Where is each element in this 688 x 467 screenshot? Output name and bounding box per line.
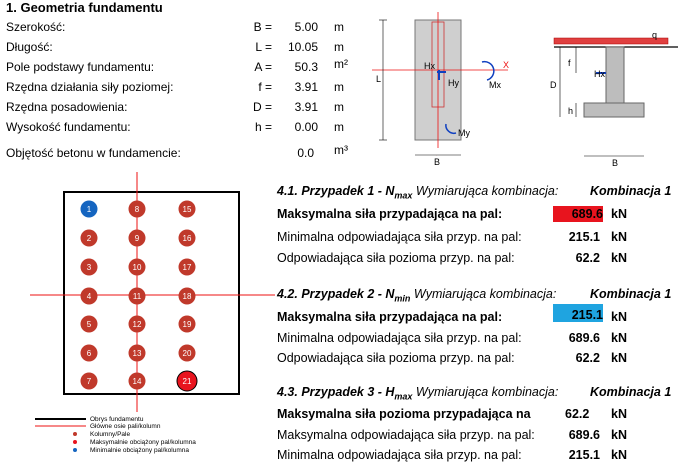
pile-label-16: 16 [182, 234, 192, 243]
pile-label-6: 6 [86, 349, 92, 358]
volume-unit: m³ [334, 143, 348, 157]
case2-row3-value: 62.2 [575, 351, 600, 365]
column-section [606, 47, 624, 103]
param-value: 10.05 [287, 40, 318, 54]
case3-row3-unit: kN [611, 448, 627, 462]
my-label: My [458, 128, 470, 138]
pile-label-15: 15 [182, 205, 192, 214]
case3-row1-label: Maksymalna siła pozioma przypadająca na [277, 407, 531, 421]
case1-row1-unit: kN [611, 207, 627, 221]
pile-label-10: 10 [132, 263, 142, 272]
case1-row1-label: Maksymalna siła przypadająca na pal: [277, 207, 503, 221]
param-symbol: f = [258, 80, 272, 94]
case1-row2-label: Minimalna odpowiadająca siła przyp. na pal: [277, 230, 522, 244]
case2-row3-unit: kN [611, 351, 627, 365]
case1-row2-value: 215.1 [568, 230, 600, 244]
case3-row2-label: Maksymalna odpowiadająca siła przyp. na pal: [277, 428, 535, 442]
foundation-section-diagram [540, 28, 685, 168]
pile-label-19: 19 [182, 320, 192, 329]
pile-label-8: 8 [134, 205, 140, 214]
case3-row3-value: 215.1 [568, 448, 600, 462]
y-axis-label: Y [436, 156, 437, 157]
pile-label-3: 3 [86, 263, 92, 272]
param-unit: m [334, 40, 344, 54]
legend-pile: Kolumny/Pale [90, 431, 131, 438]
h-label: h [568, 106, 574, 116]
param-symbol: A = [254, 60, 272, 74]
param-label: Rzędna działania siły poziomej: [6, 80, 174, 94]
case3-row1-unit: kN [611, 407, 627, 421]
legend-min: Minimalnie obciążony pal/kolumna [90, 447, 189, 454]
foundation-plan-diagram [370, 12, 530, 172]
param-symbol: B = [253, 20, 272, 34]
pile-label-9: 9 [134, 234, 140, 243]
param-unit: m [334, 20, 344, 34]
case2-row3-label: Odpowiadająca siła pozioma przyp. na pal: [277, 351, 515, 365]
param-value: 50.3 [294, 60, 318, 74]
dim-b-label: B [434, 157, 441, 167]
param-symbol: L = [255, 40, 272, 54]
param-label: Szerokość: [6, 20, 66, 34]
case3-combination: Kombinacja 1 [590, 385, 672, 399]
pile-label-12: 12 [132, 320, 142, 329]
pile-label-13: 13 [132, 349, 142, 358]
case2-row1-label: Maksymalna siła przypadająca na pal: [277, 310, 503, 324]
case2-row1-unit: kN [611, 310, 627, 324]
d-label: D [550, 80, 557, 90]
case3-row2-value: 689.6 [568, 428, 600, 442]
case1-heading: 4.1. Przypadek $1 - N_{max}$ Wymiarująca kombinacja: [277, 184, 559, 201]
hx-section-label: Hx [594, 69, 605, 79]
param-label: Długość: [6, 40, 53, 54]
pile-label-17: 17 [182, 263, 192, 272]
mx-label: Mx [489, 80, 501, 90]
pile-label-11: 11 [132, 292, 142, 301]
legend-contour: Obrys fundamentu [90, 416, 144, 423]
hy-label: Hy [448, 78, 459, 88]
param-label: Rzędna posadowienia: [6, 100, 128, 114]
pile-label-7: 7 [86, 377, 92, 386]
case2-row2-label: Minimalna odpowiadająca siła przyp. na pal: [277, 331, 522, 345]
legend-min-dot [73, 448, 77, 452]
f-label: f [568, 58, 571, 68]
pile-label-4: 4 [86, 292, 92, 301]
case3-row1-value: 62.2 [565, 407, 590, 421]
mx-arrow [482, 62, 494, 80]
pile-label-21: 21 [182, 377, 192, 386]
case3-row2-unit: kN [611, 428, 627, 442]
case2-row2-unit: kN [611, 331, 627, 345]
case1-row1-value: 689.6 [553, 206, 603, 222]
param-unit: m [334, 100, 344, 114]
case2-heading: 4.2. Przypadek $2 - N_{min}$ Wymiarująca kombinacja: [277, 287, 557, 304]
pile-label-18: 18 [182, 292, 192, 301]
case2-row1-value: 215.1 [553, 304, 603, 322]
param-value: 3.91 [294, 100, 318, 114]
b-section-label: B [612, 158, 619, 168]
case1-row3-unit: kN [611, 251, 627, 265]
pile-label-1: 1 [86, 205, 92, 214]
legend-max: Maksymalnie obciążony pal/kolumna [90, 439, 196, 446]
dim-l-label: L [376, 74, 382, 84]
case2-combination: Kombinacja 1 [590, 287, 672, 301]
case3-row3-label: Minimalna odpowiadająca siła przyp. na pal: [277, 448, 522, 462]
case2-row2-value: 689.6 [568, 331, 600, 345]
param-unit: m² [334, 57, 348, 71]
x-axis-label: X [503, 60, 510, 70]
param-label: Wysokość fundamentu: [6, 120, 131, 134]
param-symbol: D = [252, 100, 272, 114]
case1-row3-value: 62.2 [575, 251, 600, 265]
legend-axis: Główne osie pali/kolumn [90, 423, 161, 430]
surcharge-load [554, 38, 668, 44]
legend-pile-dot [73, 432, 77, 436]
q-label: q [652, 30, 658, 40]
pile-label-5: 5 [86, 320, 92, 329]
param-unit: m [334, 120, 344, 134]
param-symbol: h = [254, 120, 272, 134]
hx-label: Hx [424, 61, 435, 71]
case1-row3-label: Odpowiadająca siła pozioma przyp. na pal: [277, 251, 515, 265]
param-value: 0.00 [294, 120, 318, 134]
volume-value: 0.0 [297, 146, 314, 160]
param-unit: m [334, 80, 344, 94]
case1-combination: Kombinacja 1 [590, 184, 672, 198]
pile-label-14: 14 [132, 377, 142, 386]
param-value: 3.91 [294, 80, 318, 94]
case1-row2-unit: kN [611, 230, 627, 244]
pile-label-2: 2 [86, 234, 92, 243]
param-value: 5.00 [294, 20, 318, 34]
volume-label: Objętość betonu w fundamencie: [6, 146, 181, 160]
legend-max-dot [73, 440, 77, 444]
pile-layout [30, 172, 280, 462]
footing-section [584, 103, 644, 117]
param-label: Pole podstawy fundamentu: [6, 60, 155, 74]
case3-heading: 4.3. Przypadek $3 - H_{max}$ Wymiarująca kombinacja: [277, 385, 559, 402]
pile-label-20: 20 [182, 349, 192, 358]
section-title: 1. Geometria fundamentu [6, 0, 163, 15]
